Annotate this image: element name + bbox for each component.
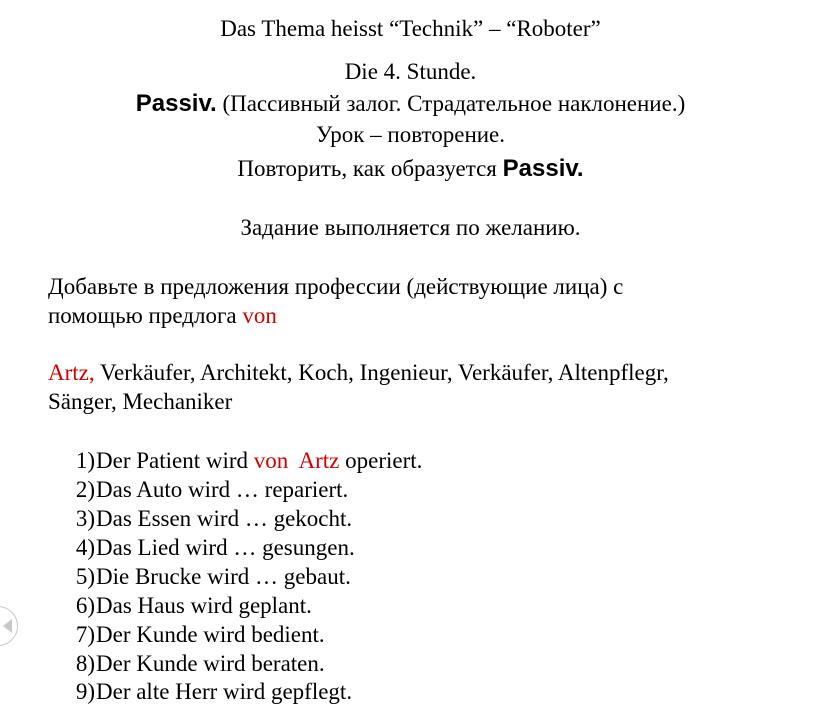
word-bank-line-2: Sänger, Mechaniker bbox=[48, 389, 233, 414]
sentence-text: Der Kunde wird bedient. bbox=[96, 622, 325, 647]
list-item bbox=[71, 621, 325, 649]
list-number: 9) bbox=[75, 679, 95, 704]
list-item bbox=[71, 447, 422, 475]
sentence-agent: Artz bbox=[298, 448, 340, 473]
lesson-number: Die 4. Stunde. bbox=[344, 59, 477, 84]
instruction-von: von bbox=[242, 303, 277, 328]
word-bank-line-1 bbox=[48, 359, 669, 387]
list-number: 6) bbox=[75, 593, 95, 618]
list-item bbox=[71, 650, 325, 678]
word-bank-highlight: Artz, bbox=[48, 360, 95, 385]
list-item bbox=[71, 534, 355, 562]
sentence-text: Das Haus wird geplant. bbox=[96, 593, 312, 618]
list-item bbox=[71, 678, 352, 706]
sentence-text: Der Kunde wird beraten. bbox=[96, 651, 325, 676]
sentence-text: Das Auto wird … repariert. bbox=[96, 477, 349, 502]
sentence-after: operiert. bbox=[345, 448, 423, 473]
repeat-line bbox=[0, 155, 821, 183]
instruction-line-2 bbox=[48, 302, 277, 330]
list-number: 5) bbox=[75, 564, 95, 589]
instruction-line-1: Добавьте в предложения профессии (действующие лица) с bbox=[48, 274, 624, 299]
list-number: 3) bbox=[75, 506, 95, 531]
list-number: 2) bbox=[75, 477, 95, 502]
previous-slide-button[interactable] bbox=[0, 606, 18, 646]
list-item bbox=[71, 563, 351, 591]
list-number: 1) bbox=[75, 448, 95, 473]
repeat-prefix: Повторить, как образуется bbox=[237, 156, 497, 181]
optional-note: Задание выполняется по желанию. bbox=[240, 215, 581, 240]
chevron-left-icon bbox=[3, 619, 12, 633]
sentence-before: Der Patient wird bbox=[96, 448, 249, 473]
passiv-explanation: (Пассивный залог. Страдательное наклонение.) bbox=[222, 91, 686, 116]
lesson-type: Урок – повторение. bbox=[315, 122, 506, 147]
sentence-text: Das Lied wird … gesungen. bbox=[96, 535, 355, 560]
passiv-term: Passiv. bbox=[135, 90, 217, 117]
list-number: 7) bbox=[75, 622, 95, 647]
sentence-text: Die Brucke wird … gebaut. bbox=[96, 564, 351, 589]
theme-title: Das Thema heisst “Technik” – “Roboter” bbox=[220, 16, 601, 41]
sentence-von: von bbox=[253, 448, 289, 473]
list-number: 4) bbox=[75, 535, 95, 560]
sentence-text: Der alte Herr wird gepflegt. bbox=[96, 679, 353, 704]
list-number: 8) bbox=[75, 651, 95, 676]
list-item bbox=[71, 505, 352, 533]
sentence-text: Das Essen wird … gekocht. bbox=[96, 506, 353, 531]
list-item bbox=[71, 592, 312, 620]
instruction-prefix: помощью предлога bbox=[48, 303, 237, 328]
word-bank-rest: Verkäufer, Architekt, Koch, Ingenieur, Verkäufer, Altenpflegr, bbox=[99, 360, 669, 385]
passiv-heading bbox=[0, 90, 821, 118]
repeat-passiv: Passiv. bbox=[502, 155, 584, 182]
list-item bbox=[71, 476, 348, 504]
